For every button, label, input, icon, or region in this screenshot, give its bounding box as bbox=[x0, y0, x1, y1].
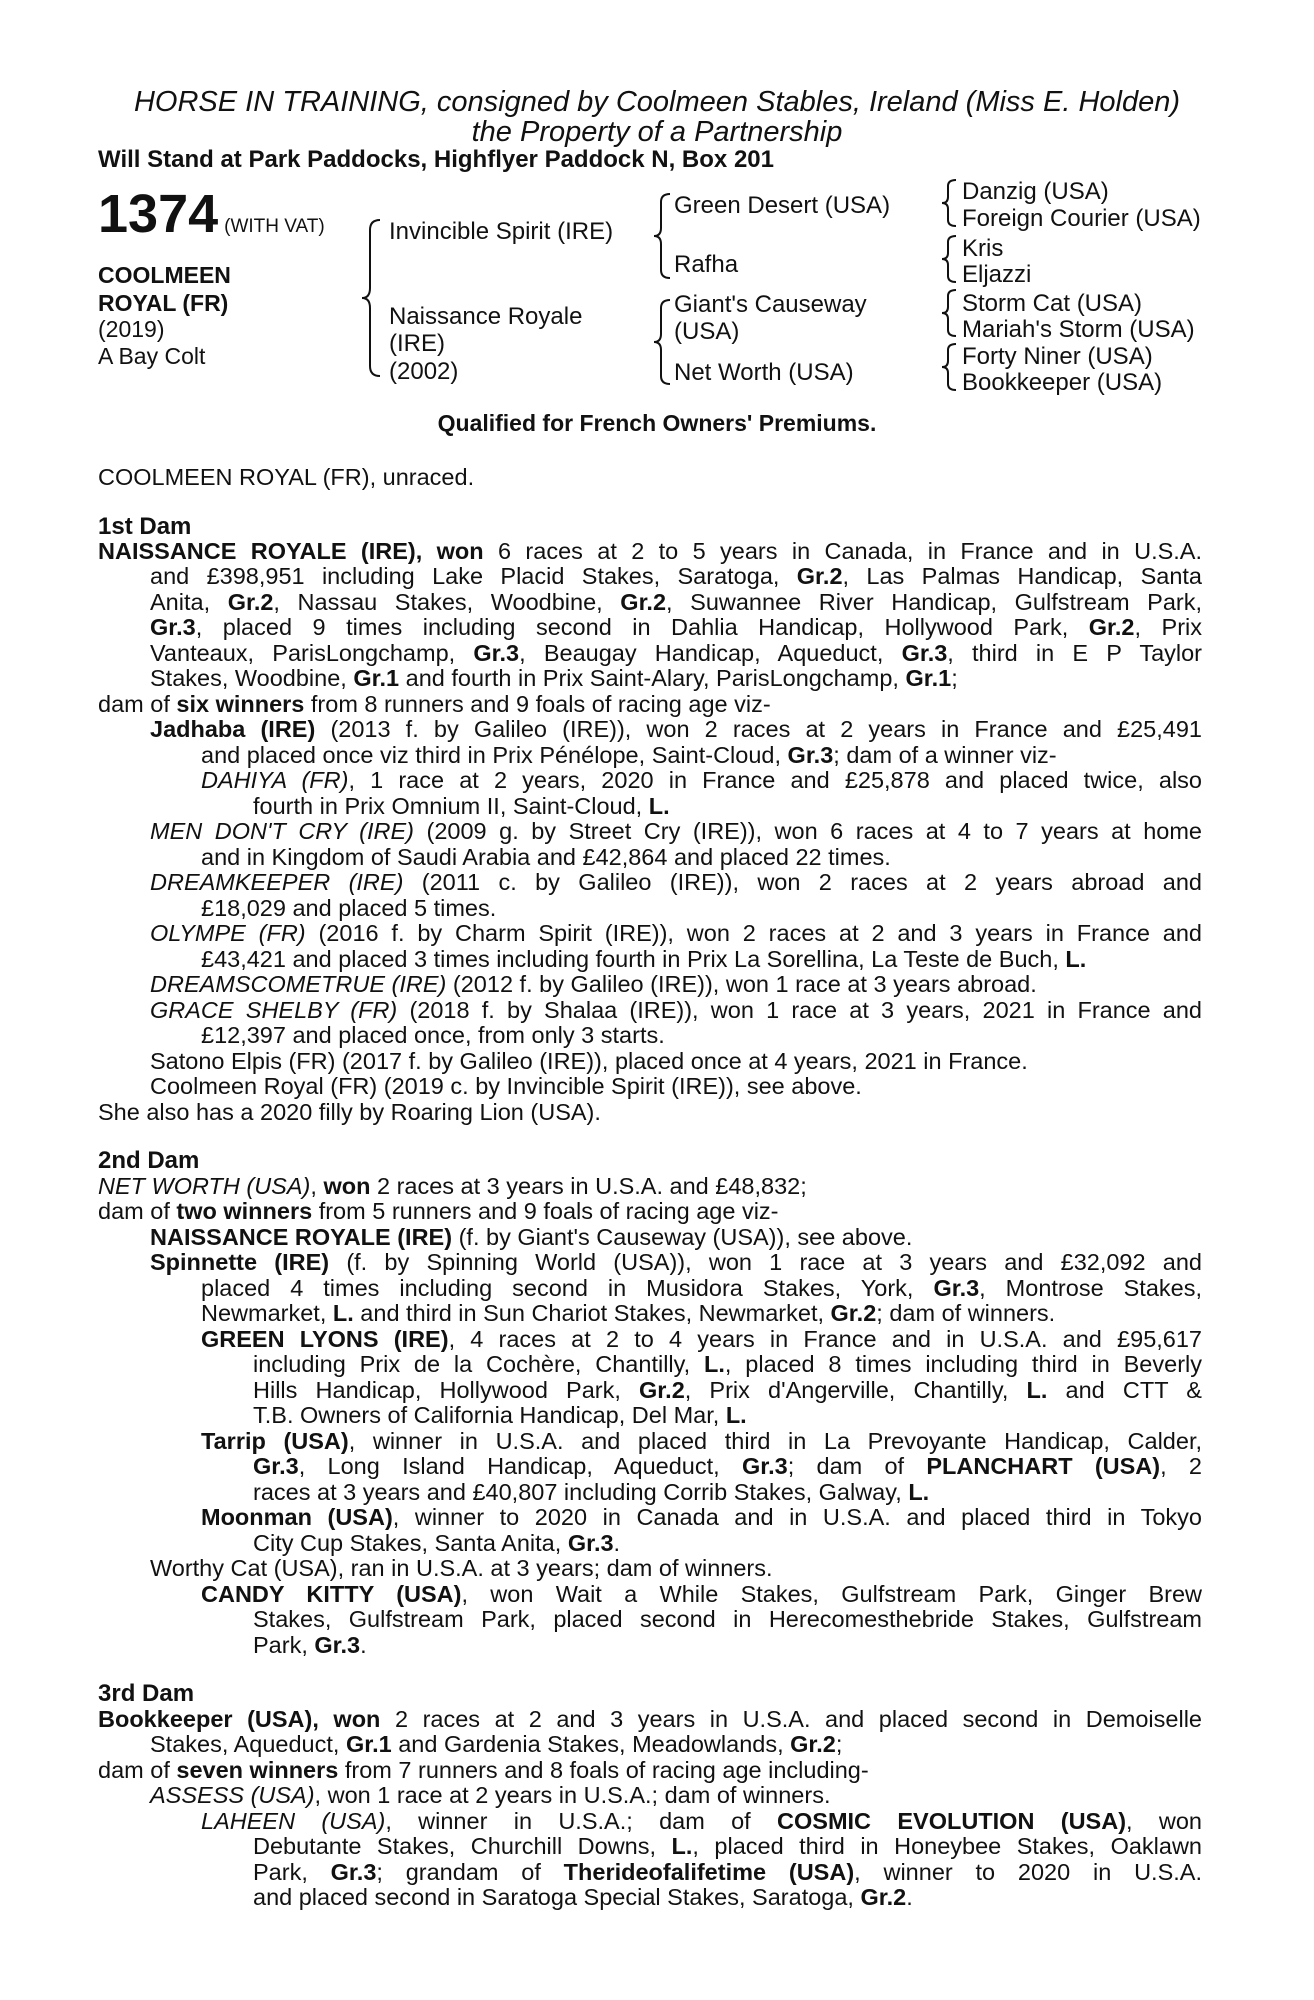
produce-dreamkeeper-line1: DREAMKEEPER (IRE) (2011 c. by Galileo (IRE)), won 2 races at 2 years abroad and bbox=[150, 869, 1202, 895]
green-lyons-line2: including Prix de la Cochère, Chantilly, L., placed 8 times including third in Beverly bbox=[253, 1351, 1202, 1377]
produce-jadhaba-line1: Jadhaba (IRE) (2013 f. by Galileo (IRE)), won 2 races at 2 years in France and £25,491 bbox=[150, 716, 1202, 742]
produce-graceshelby-line1: GRACE SHELBY (FR) (2018 f. by Shalaa (IRE)), won 1 race at 3 years, 2021 in France and bbox=[150, 997, 1203, 1023]
laheen-line1: LAHEEN (USA), winner in U.S.A.; dam of COSMIC EVOLUTION (USA), won bbox=[201, 1808, 1202, 1834]
first-dam-line3: Anita, Gr.2, Nassau Stakes, Woodbine, Gr.2, Suwannee River Handicap, Gulfstream Park, bbox=[150, 589, 1202, 615]
vat-label: (WITH VAT) bbox=[224, 216, 325, 237]
produce-dahiya-line1: DAHIYA (FR), 1 race at 2 years, 2020 in France and £25,878 and placed twice, also bbox=[201, 767, 1202, 793]
lot-number bbox=[98, 183, 325, 245]
third-dam-line2: Stakes, Aqueduct, Gr.1 and Gardenia Stakes, Meadowlands, Gr.2; bbox=[150, 1731, 843, 1757]
moonman-line1: Moonman (USA), winner to 2020 in Canada and in U.S.A. and placed third in Tokyo bbox=[201, 1504, 1202, 1530]
third-dam-line1: Bookkeeper (USA), won 2 races at 2 and 3 years in U.S.A. and placed second in Demoiselle bbox=[98, 1706, 1202, 1732]
second-dam-spinnette-line2: placed 4 times including second in Musidora Stakes, York, Gr.3, Montrose Stakes, bbox=[201, 1275, 1202, 1301]
second-dam-line1: NET WORTH (USA), won 2 races at 3 years in U.S.A. and £48,832; bbox=[98, 1173, 807, 1199]
pedigree-brace-dd bbox=[940, 342, 958, 392]
first-dam-line6: Stakes, Woodbine, Gr.1 and fourth in Prix Saint-Alary, ParisLongchamp, Gr.1; bbox=[150, 665, 958, 691]
laheen-line4: and placed second in Saratoga Special Stakes, Saratoga, Gr.2. bbox=[253, 1884, 913, 1910]
second-dam-heading: 2nd Dam bbox=[98, 1147, 200, 1174]
pedigree-ssd: Foreign Courier (USA) bbox=[962, 205, 1201, 232]
worthy-cat: Worthy Cat (USA), ran in U.S.A. at 3 years; dam of winners. bbox=[150, 1555, 773, 1581]
horse-name-line1: COOLMEEN bbox=[98, 262, 231, 288]
first-dam-line1: NAISSANCE ROYALE (IRE), won 6 races at 2 to 5 years in Canada, in France and in U.S.A. bbox=[98, 538, 1203, 564]
tarrip-line3: races at 3 years and £40,807 including Corrib Stakes, Galway, L. bbox=[253, 1479, 930, 1505]
pedigree-brace-ds bbox=[940, 288, 958, 338]
green-lyons-line3: Hills Handicap, Hollywood Park, Gr.2, Prix d'Angerville, Chantilly, L. and CTT & bbox=[253, 1377, 1202, 1403]
second-dam-spinnette-line3: Newmarket, L. and third in Sun Chariot Stakes, Newmarket, Gr.2; dam of winners. bbox=[201, 1300, 1056, 1326]
first-dam-produce-summary: dam of six winners from 8 runners and 9 foals of racing age viz- bbox=[98, 691, 771, 717]
assess-line: ASSESS (USA), won 1 race at 2 years in U.S.A.; dam of winners. bbox=[150, 1782, 831, 1808]
produce-satonoelpis: Satono Elpis (FR) (2017 f. by Galileo (IRE)), placed once at 4 years, 2021 in France. bbox=[150, 1048, 1028, 1074]
first-dam-heading: 1st Dam bbox=[98, 513, 192, 540]
moonman-line2: City Cup Stakes, Santa Anita, Gr.3. bbox=[253, 1530, 621, 1556]
first-dam-line4: Gr.3, placed 9 times including second in Dahlia Handicap, Hollywood Park, Gr.2, Prix bbox=[150, 614, 1203, 640]
pedigree-sds: Kris bbox=[962, 235, 1004, 262]
first-dam-filly-note: She also has a 2020 filly by Roaring Lion (USA). bbox=[98, 1099, 601, 1125]
horse-name-line2: ROYAL (FR) bbox=[98, 290, 229, 316]
horse-summary: COOLMEEN ROYAL (FR), unraced. bbox=[98, 464, 475, 490]
pedigree-sire-dam: Rafha bbox=[674, 251, 739, 278]
pedigree-sire-sire: Green Desert (USA) bbox=[674, 192, 891, 219]
produce-mendontcry-line1: MEN DON'T CRY (IRE) (2009 g. by Street Cry (IRE)), won 6 races at 4 to 7 years at home bbox=[150, 818, 1203, 844]
pedigree-brace-sd bbox=[940, 234, 958, 284]
pedigree-sss: Danzig (USA) bbox=[962, 178, 1109, 205]
pedigree-dsd: Mariah's Storm (USA) bbox=[962, 316, 1195, 343]
pedigree-brace-ss bbox=[940, 178, 958, 228]
candy-kitty-line2: Stakes, Gulfstream Park, placed second in Herecomesthebride Stakes, Gulfstream bbox=[253, 1606, 1202, 1632]
tarrip-line2: Gr.3, Long Island Handicap, Aqueduct, Gr.3; dam of PLANCHART (USA), 2 bbox=[253, 1453, 1202, 1479]
second-dam-naissance: NAISSANCE ROYALE (IRE) (f. by Giant's Causeway (USA)), see above. bbox=[150, 1224, 913, 1250]
pedigree-dam-line1: Naissance Royale bbox=[389, 303, 583, 330]
pedigree-dam-line3: (2002) bbox=[389, 358, 459, 385]
produce-graceshelby-line2: £12,397 and placed once, from only 3 starts. bbox=[201, 1022, 665, 1048]
pedigree-brace-dam bbox=[652, 298, 672, 386]
pedigree-sdd: Eljazzi bbox=[962, 261, 1032, 288]
pedigree-dam-sire-line1: Giant's Causeway bbox=[674, 291, 867, 318]
third-dam-heading: 3rd Dam bbox=[98, 1680, 195, 1707]
produce-mendontcry-line2: and in Kingdom of Saudi Arabia and £42,864 and placed 22 times. bbox=[201, 844, 891, 870]
produce-dreamkeeper-line2: £18,029 and placed 5 times. bbox=[201, 895, 497, 921]
produce-jadhaba-line2: and placed once viz third in Prix Pénélope, Saint-Cloud, Gr.3; dam of a winner viz- bbox=[201, 742, 1057, 768]
pedigree-brace-sire bbox=[652, 192, 672, 280]
laheen-line2: Debutante Stakes, Churchill Downs, L., placed third in Honeybee Stakes, Oaklawn bbox=[253, 1833, 1202, 1859]
pedigree-dam-line2: (IRE) bbox=[389, 330, 445, 357]
pedigree-dss: Storm Cat (USA) bbox=[962, 290, 1143, 317]
produce-dreamscometrue: DREAMSCOMETRUE (IRE) (2012 f. by Galileo (IRE)), won 1 race at 3 years abroad. bbox=[150, 971, 1037, 997]
pedigree-dds: Forty Niner (USA) bbox=[962, 343, 1153, 370]
pedigree-ddd: Bookkeeper (USA) bbox=[962, 369, 1163, 396]
second-dam-spinnette-line1: Spinnette (IRE) (f. by Spinning World (USA)), won 1 race at 3 years and £32,092 and bbox=[150, 1249, 1202, 1275]
pedigree-brace-main bbox=[360, 218, 382, 378]
horse-year: (2019) bbox=[98, 316, 165, 342]
stand-location: Will Stand at Park Paddocks, Highflyer Paddock N, Box 201 bbox=[98, 146, 774, 173]
green-lyons-line4: T.B. Owners of California Handicap, Del Mar, L. bbox=[253, 1402, 747, 1428]
green-lyons-line1: GREEN LYONS (IRE), 4 races at 2 to 4 years in France and in U.S.A. and £95,617 bbox=[201, 1326, 1202, 1352]
laheen-line3: Park, Gr.3; grandam of Therideofalifetime (USA), winner to 2020 in U.S.A. bbox=[253, 1859, 1202, 1885]
lot-number-value: 1374 bbox=[98, 184, 219, 244]
first-dam-line2: and £398,951 including Lake Placid Stakes, Saratoga, Gr.2, Las Palmas Handicap, Santa bbox=[150, 563, 1202, 589]
first-dam-line5: Vanteaux, ParisLongchamp, Gr.3, Beaugay Handicap, Aqueduct, Gr.3, third in E P Taylor bbox=[150, 640, 1202, 666]
produce-olympe-line1: OLYMPE (FR) (2016 f. by Charm Spirit (IRE)), won 2 races at 2 and 3 years in France and bbox=[150, 920, 1203, 946]
consignor-line: HORSE IN TRAINING, consigned by Coolmeen Stables, Ireland (Miss E. Holden) bbox=[133, 86, 1180, 118]
horse-description: A Bay Colt bbox=[98, 343, 206, 369]
produce-olympe-line2: £43,421 and placed 3 times including fourth in Prix La Sorellina, La Teste de Buch, L. bbox=[201, 946, 1087, 972]
candy-kitty-line1: CANDY KITTY (USA), won Wait a While Stakes, Gulfstream Park, Ginger Brew bbox=[201, 1581, 1202, 1607]
produce-dahiya-line2: fourth in Prix Omnium II, Saint-Cloud, L. bbox=[253, 793, 670, 819]
third-dam-line3: dam of seven winners from 7 runners and 8 foals of racing age including- bbox=[98, 1757, 869, 1783]
pedigree-dam-dam: Net Worth (USA) bbox=[674, 359, 854, 386]
produce-coolmeenroyal: Coolmeen Royal (FR) (2019 c. by Invincible Spirit (IRE)), see above. bbox=[150, 1073, 862, 1099]
second-dam-line2: dam of two winners from 5 runners and 9 foals of racing age viz- bbox=[98, 1198, 779, 1224]
tarrip-line1: Tarrip (USA), winner in U.S.A. and placed third in La Prevoyante Handicap, Calder, bbox=[201, 1428, 1203, 1454]
pedigree-sire: Invincible Spirit (IRE) bbox=[389, 218, 614, 245]
french-premiums-note: Qualified for French Owners' Premiums. bbox=[437, 410, 877, 436]
property-line: the Property of a Partnership bbox=[471, 116, 843, 148]
candy-kitty-line3: Park, Gr.3. bbox=[253, 1632, 367, 1658]
pedigree-dam-sire-line2: (USA) bbox=[674, 318, 740, 345]
